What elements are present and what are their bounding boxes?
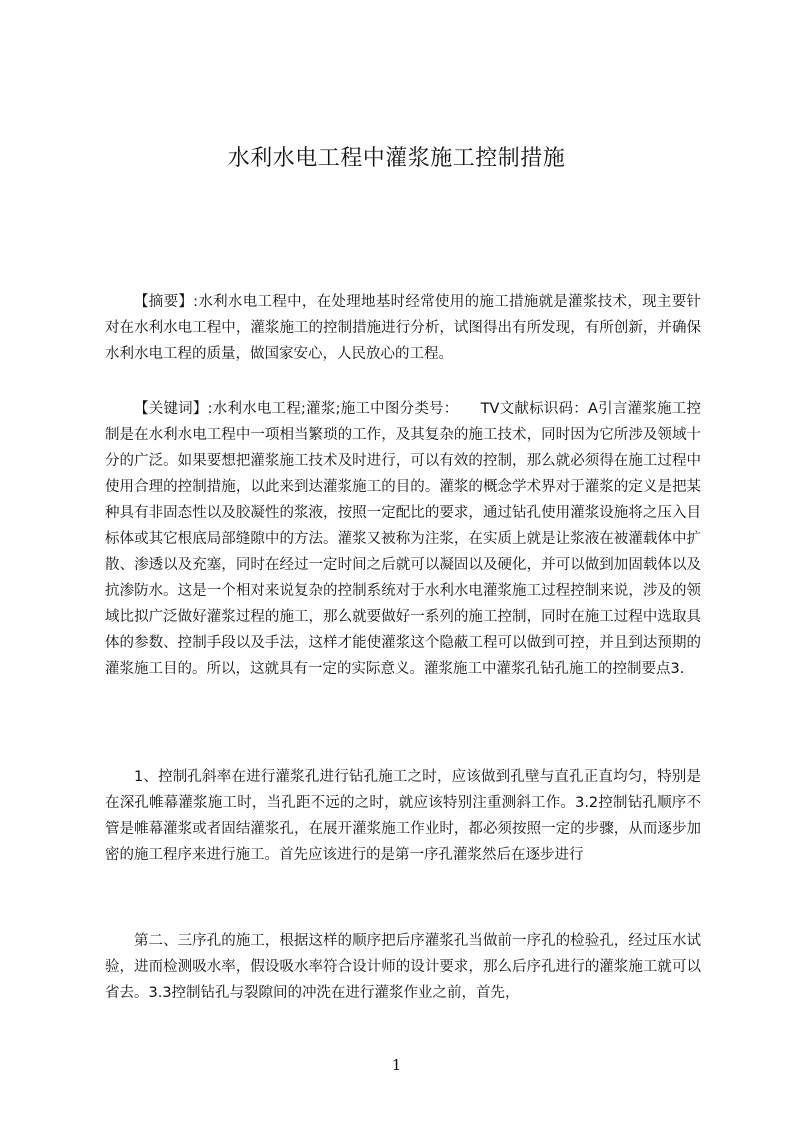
body-paragraph-point1: 1、控制孔斜率在进行灌浆孔进行钻孔施工之时，应该做到孔壁与直孔正直均匀，特别是在深孔帷幕灌浆施工时，当孔距不远的之时，就应该特别注重测斜工作。3.2控制钻孔顺序不管是帷幕灌浆或者固结灌浆孔，在展开灌浆施工作业时，都必须按照一定的步骤，从而逐步加密的施工程序来进行施工。首先应该进行的是第一序孔灌浆然后在逐步进行 (105, 769, 701, 863)
keywords-paragraph: 【关键词】:水利水电工程;灌浆;施工中图分类号： TV文献标识码：A引言灌浆施工控制是在水利水电工程中一项相当繁琐的工作，及其复杂的施工技术，同时因为它所涉及领域十分的广泛。如果要想把灌浆施工技术及时进行，可以有效的控制，那么就必须得在施工过程中使用合理的控制措施，以此来到达灌浆施工的目的。灌浆的概念学术界对于灌浆的定义是把某种具有非固态性以及胶凝性的浆液，按照一定配比的要求，通过钻孔使用灌浆设施将之压入目标体或其它根底局部缝隙中的方法。灌浆又被称为注浆，在实质上就是让浆液在被灌载体中扩散、渗透以及充塞，同时在经过一定时间之后就可以凝固以及硬化，并可以做到加固载体以及抗渗防水。这是一个相对来说复杂的控制系统对于水利水电灌浆施工过程控制来说，涉及的领域比拟广泛做好灌浆过程的施工，那么就要做好一系列的施工控制，同时在施工过程中选取具体的参数、控制手段以及手法，这样才能使灌浆这个隐蔽工程可以做到可控，并且到达预期的灌浆施工目的。所以，这就具有一定的实际意义。灌浆施工中灌浆孔钻孔施工的控制要点3. (105, 401, 701, 677)
page-title: 水利水电工程中灌浆施工控制措施 (227, 146, 566, 171)
abstract-paragraph: 【摘要】:水利水电工程中，在处理地基时经常使用的施工措施就是灌浆技术，现主要针对在水利水电工程中，灌浆施工的控制措施进行分析，试图得出有所发现，有所创新，并确保水利水电工程的质量，做国家安心，人民放心的工程。 (105, 294, 701, 362)
body-paragraph-point2: 第二、三序孔的施工，根据这样的顺序把后序灌浆孔当做前一序孔的检验孔，经过压水试验，进而检测吸水率，假设吸水率符合设计师的设计要求，那么后序孔进行的灌浆施工就可以省去。3.3控制钻孔与裂隙间的冲洗在进行灌浆作业之前，首先， (105, 933, 701, 1001)
page-number: 1 (391, 1056, 402, 1074)
